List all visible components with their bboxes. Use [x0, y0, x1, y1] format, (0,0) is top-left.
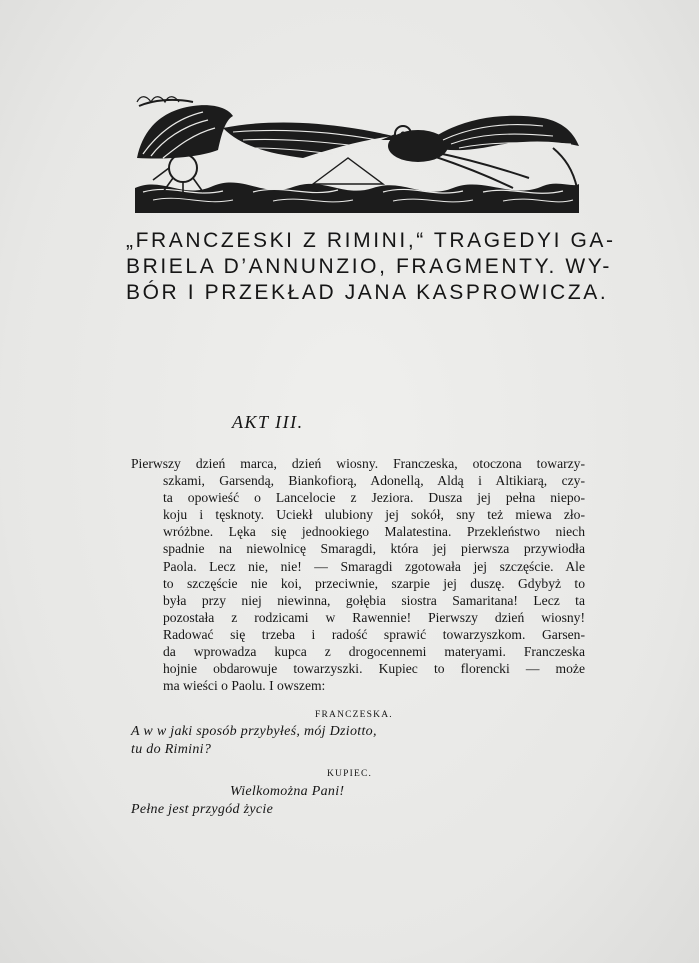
stage-line: hojnie obdarowuje towarzyszki. Kupiec to florencki — może: [163, 661, 585, 677]
speaker-kupiec: KUPIEC.: [327, 769, 373, 779]
stage-line: ta opowieść o Lancelocie z Jeziora. Dusza jej pełna niepo-: [163, 490, 585, 506]
verse-line: tu do Rimini?: [131, 742, 212, 757]
stage-line: Radować się trzeba i radość sprawić towarzyszkom. Garsen-: [163, 626, 585, 642]
stage-line: to szczęście nie koi, przeciwnie, szarpie jej duszę. Gdybyż to: [163, 575, 585, 591]
verse-line: Pełne jest przygód życie: [131, 802, 274, 817]
stage-line: koju i tęsknoty. Uciekł ulubiony jej sokół, sny też miewa zło-: [163, 507, 585, 523]
act-title: AKT III.: [232, 412, 304, 432]
verse-line: Wielkomożna Pani!: [230, 784, 345, 799]
stage-line: Pierwszy dzień marca, dzień wiosny. Franczeska, otoczona towarzy-: [131, 456, 585, 471]
stage-line: była przy niej niewinna, gołębia siostra Samaritana! Lecz ta: [163, 592, 585, 608]
heading-line-2: BRIELA D’ANNUNZIO, FRAGMENTY. WY-: [126, 255, 613, 278]
stage-line: spadnie na niewolnicę Smaragdi, która jej pierwsza przywiodła: [163, 541, 585, 557]
stage-line: szkami, Garsendą, Biankofiorą, Adonellą, Aldą i Altikiarą, czy-: [163, 473, 585, 489]
stage-line: ma wieści o Paolu. I owszem:: [163, 678, 326, 694]
heading-line-3: BÓR I PRZEKŁAD JANA KASPROWICZA.: [126, 281, 609, 304]
stage-line: wróżbne. Lęka się jednookiego Malatestina. Przekleństwo niech: [163, 524, 585, 540]
decorative-bird-vignette: [133, 88, 581, 228]
speaker-franczeska: FRANCZESKA.: [315, 710, 393, 720]
verse-line: A w w jaki sposób przybyłeś, mój Dziotto,: [131, 724, 377, 739]
heading-line-1: „FRANCZESKI Z RIMINI,“ TRAGEDYI GA-: [126, 229, 616, 252]
stage-line: pozostała z rodzicami w Rawennie! Pierwszy dzień wiosny!: [163, 609, 585, 625]
stage-line: Paola. Lecz nie, nie! — Smaragdi zgotowała jej szczęście. Ale: [163, 558, 585, 574]
stage-line: da wprowadza kupca z drogocennemi materyami. Franczeska: [163, 644, 585, 660]
stage-direction: [131, 455, 585, 694]
page-heading: [126, 228, 616, 306]
